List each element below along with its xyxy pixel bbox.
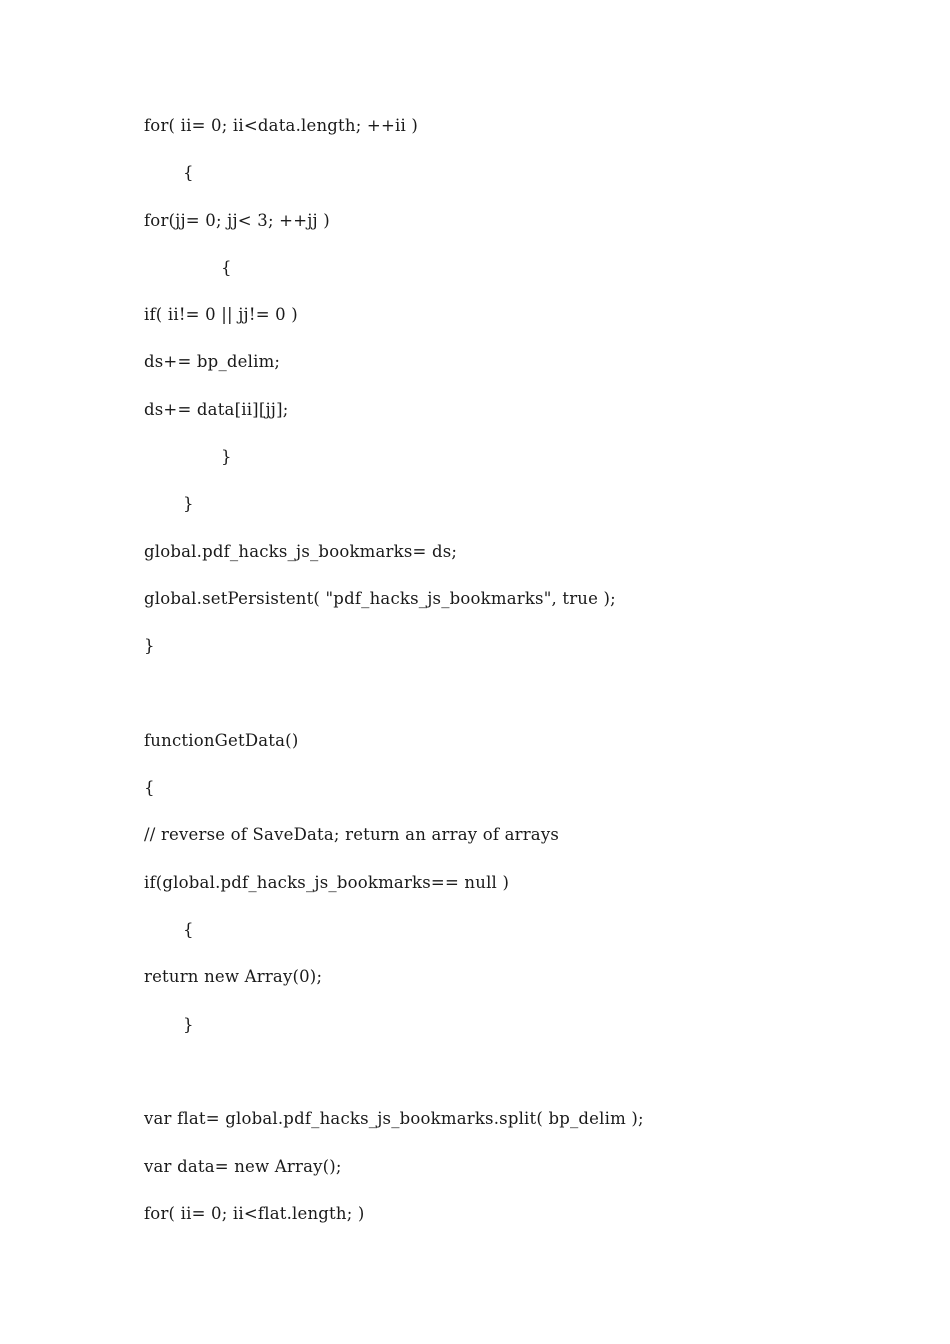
code-line: {	[183, 163, 194, 183]
code-line: for( ii= 0; ii<flat.length; )	[144, 1203, 365, 1223]
code-line: {	[183, 920, 194, 940]
code-line: if(global.pdf_hacks_js_bookmarks== null )	[144, 872, 510, 892]
code-line: }	[183, 1014, 194, 1034]
code-line: ds+= data[ii][jj];	[144, 399, 289, 419]
code-line: var flat= global.pdf_hacks_js_bookmarks.split( bp_delim );	[144, 1109, 644, 1129]
code-line: return new Array(0);	[144, 967, 323, 987]
code-comment: // reverse of SaveData; return an array of arrays	[144, 825, 560, 845]
code-line: for(jj= 0; jj< 3; ++jj )	[144, 210, 330, 230]
code-line: if( ii!= 0 || jj!= 0 )	[144, 305, 298, 325]
code-line: }	[221, 447, 232, 467]
code-line: var data= new Array();	[144, 1156, 342, 1176]
blank-line	[144, 1058, 904, 1105]
code-line: {	[144, 778, 155, 798]
code-line: }	[183, 494, 194, 514]
code-line: {	[221, 257, 232, 277]
code-line: for( ii= 0; ii<data.length; ++ii )	[144, 116, 419, 135]
code-listing	[144, 112, 904, 1247]
code-line: global.pdf_hacks_js_bookmarks= ds;	[144, 541, 458, 561]
code-line: }	[144, 636, 155, 656]
code-line: global.setPersistent( "pdf_hacks_js_bookmarks", true );	[144, 588, 616, 608]
code-line: ds+= bp_delim;	[144, 352, 281, 372]
blank-line	[144, 680, 904, 727]
code-line: functionGetData()	[144, 730, 299, 750]
